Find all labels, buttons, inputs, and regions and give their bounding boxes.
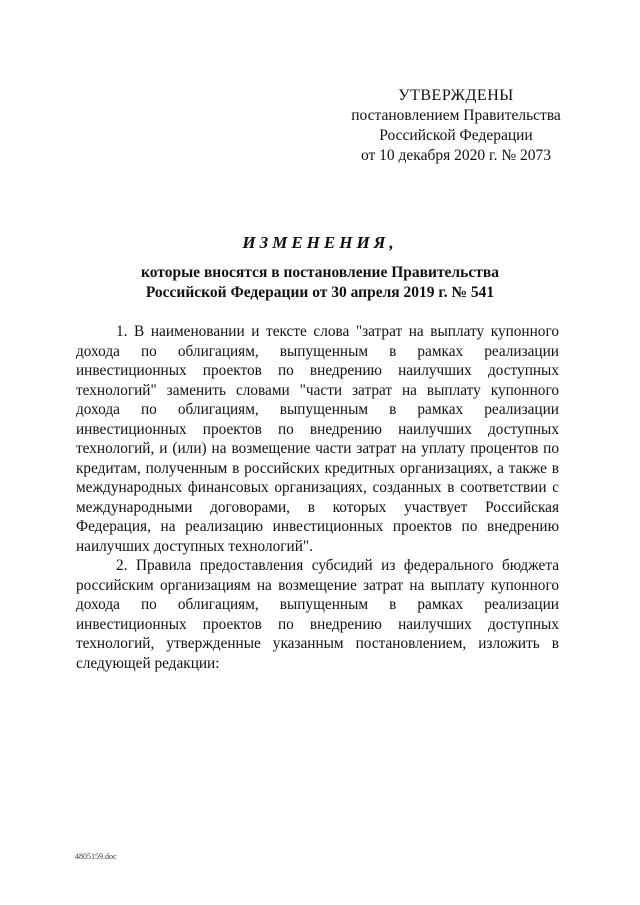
approval-title: УТВЕРЖДЕНЫ bbox=[398, 87, 514, 104]
heading-line-2: Российской Федерации от 30 апреля 2019 г. № 541 bbox=[145, 283, 495, 301]
heading-line-1: которые вносятся в постановление Правительства bbox=[141, 264, 499, 281]
document-title: ИЗМЕНЕНИЯ, bbox=[242, 233, 398, 252]
approval-line-2: Российской Федерации bbox=[379, 127, 533, 144]
approval-stamp bbox=[340, 86, 572, 166]
paragraph-2: 2. Правила предоставления субсидий из федерального бюджета российским организациям на возмещение затрат на выплату купонного дохода по облигациям, выпущенным в рамках реализации инвестиционных проектов по внедрению наилучших доступных технологий, утвержденные указанным постановлением, изложить в следующей редакции: bbox=[76, 557, 559, 672]
paragraph-1: 1. В наименовании и тексте слова "затрат на выплату купонного дохода по облигациям, выпущенным в рамках реализации инвестиционных проектов по внедрению наилучших доступных технологий" заменить словами "части затрат на выплату купонного дохода по облигациям, выпущенным в рамках реализации инвестиционных проектов по внедрению наилучших доступных технологий, и (или) на возмещение части затрат на уплату процентов по кредитам, полученным в российских кредитных организациях, а также в международных финансовых организациях, созданных в соответствии с международными договорами, в которых участвует Российская Федерация, на реализацию инвестиционных проектов по внедрению наилучших доступных технологий". bbox=[76, 323, 559, 555]
document-heading bbox=[60, 233, 580, 302]
document-body bbox=[76, 322, 559, 673]
approval-line-1: постановлением Правительства bbox=[351, 107, 561, 124]
approval-line-3: от 10 декабря 2020 г. № 2073 bbox=[360, 147, 552, 164]
file-name-footer: 4805159.doc bbox=[75, 852, 117, 861]
